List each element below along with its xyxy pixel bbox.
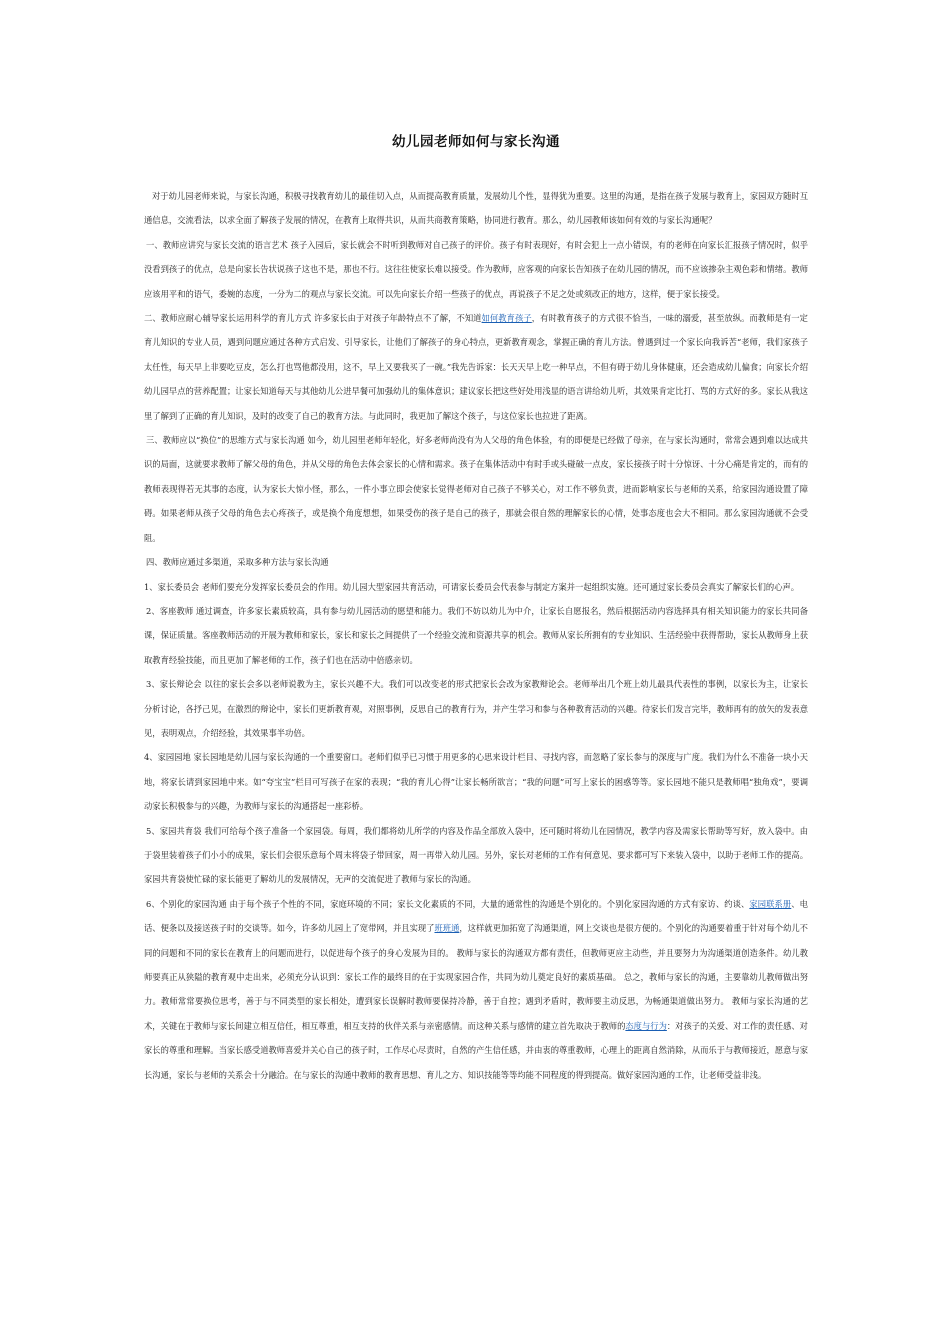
list-item-2: 2、客座教师 通过调查，许多家长素质较高，具有参与幼儿园活动的愿望和能力。我们不妨以幼儿为中介，让家长自愿报名，然后根据活动内容选择具有相关知识能力的家长共同备课，保证质量。客座教师活动的开展为教师和家长，家长和家长之间提供了一个经验交流和资源共享的机会。教师从家长所拥有的专业知识、生活经验中获得帮助，家长从教师身上获取教育经验技能，而且更加了解老师的工作，孩子们也在活动中倍感亲切。 [144,605,808,665]
section-1-paragraph: 一、教师应讲究与家长交流的语言艺术 孩子入园后，家长就会不时听到教师对自己孩子的评价。孩子有时表现好，有时会犯上一点小错误，有的老师在向家长汇报孩子情况时，似乎没看到孩子的优点，总是向家长告状说孩子这也不是，那也不行。这往往使家长难以接受。作为教师，应客观的向家长告知孩子在幼儿园的情况，而不应该掺杂主观色彩和情绪。教师应该用平和的语气，委婉的态度，一分为二的观点与家长交流。可以先向家长介绍一些孩子的优点，再说孩子不足之处或须改正的地方，这样，便于家长接受。 [144,239,808,299]
intro-paragraph: 对于幼儿园老师来说，与家长沟通，积极寻找教育幼儿的最佳切入点，从而提高教育质量，发展幼儿个性，显得犹为重要。这里的沟通，是指在孩子发展与教育上，家园双方随时互通信息，交流看法，以求全面了解孩子发展的情况，在教育上取得共识，从而共商教育策略，协同进行教育。那么，幼儿园教师该如何有效的与家长沟通呢？ [144,191,808,226]
section-2-text-before: 二、教师应耐心辅导家长运用科学的育儿方式 许多家长由于对孩子年龄特点不了解，不知道 [144,313,482,324]
list-item-6-text-4: ：对孩子的关爱、对工作的责任感、对家长的尊重和理解。当家长感受道教师喜爱并关心自己的孩子时，工作尽心尽责时，自然的产生信任感，并由衷的尊重教师，心理上的距离自然消除，从而乐于与教师接近，愿意与家长沟通，家长与老师的关系会十分融洽。在与家长的沟通中教师的教育思想、育儿之方、知识技能等等均能不同程度的得到提高。做好家园沟通的工作，让老师受益非浅。 [144,1020,808,1080]
list-item-1: 1、家长委员会 老师们要充分发挥家长委员会的作用。幼儿园大型家园共育活动，可请家长委员会代表参与制定方案并一起组织实施。还可通过家长委员会真实了解家长们的心声。 [144,581,800,592]
section-3-paragraph: 三、教师应以“换位”的思维方式与家长沟通 如今，幼儿园里老师年轻化，好多老师尚没有为人父母的角色体验，有的即便是已经做了母亲，在与家长沟通时，常常会遇到难以达成共识的局面，这就要求教师了解父母的角色，并从父母的角色去体会家长的心情和需求。孩子在集体活动中有时手或头碰破一点皮，家长接孩子时十分惊讶、十分心痛是肯定的，而有的教师表现得若无其事的态度，认为家长大惊小怪，那么，一件小事立即会使家长觉得老师对自己孩子不够关心，对工作不够负责，进而影响家长与老师的关系，给家园沟通设置了障碍。如果老师从孩子父母的角色去心疼孩子，或是换个角度想想，如果受伤的孩子是自己的孩子，那就会很自然的理解家长的心情，处事态度也会大不相同。那么家园沟通就不会受阻。 [144,435,808,543]
list-item-5: 5、家园共育袋 我们可给每个孩子准备一个家园袋。每周，我们都将幼儿所学的内容及作品全部放入袋中，还可随时将幼儿在园情况，教学内容及需家长帮助等写好，放入袋中。由于袋里装着孩子们小小的成果，家长们会很乐意每个周末将袋子带回家，周一再带入幼儿园。另外，家长对老师的工作有何意见、要求都可写下来装入袋中，以助于老师工作的提高。家园共育袋使忙碌的家长能更了解幼儿的发展情况，无声的交流促进了教师与家长的沟通。 [144,825,808,885]
section-4-heading: 四、教师应通过多渠道，采取多种方法与家长沟通 [146,557,329,568]
list-item-6-text-2: 、电话、便条以及接送孩子时的交谈等。如今，许多幼儿园上了宽带网，并且实现了 [144,898,808,934]
section-2-text-after: ，有时教育孩子的方式很不恰当，一味的溺爱，甚至放纵。而教师是有一定育儿知识的专业人员，遇到问题应通过各种方式启发、引导家长，让他们了解孩子的身心特点，更新教育观念，掌握正确的育儿方法。曾遇到过一个家长向我诉苦“老师，我们家孩子太任性，每天早上非要吃豆皮，怎么打也骂他都没用，这不，早上又要我买了一碗。”我先告诉家：长天天早上吃一种早点，不但有碍于幼儿身体健康，还会造成幼儿偏食；向家长介绍幼儿园早点的营养配置；让家长知道每天与其他幼儿公进早餐可加强幼儿的集体意识；建议家长把这些好处用浅显的语言讲给幼儿听，其效果肯定比打、骂的方式好的多。家长从我这里了解到了正确的育儿知识，及时的改变了自己的教育方法。与此同时，我更加了解这个孩子，与这位家长也拉进了距离。 [144,313,808,421]
list-item-6 [144,892,808,1087]
class-connect-link[interactable]: 班班通 [434,923,460,934]
document-title: 幼儿园老师如何与家长沟通 [392,134,560,150]
how-to-educate-link[interactable]: 如何教育孩子 [481,313,532,324]
list-item-4: 4、家园园地 家长园地是幼儿园与家长沟通的一个重要窗口。老师们似乎已习惯于用更多的心思来设计栏目、寻找内容，而忽略了家长参与的深度与广度。我们为什么不准备一块小天地，将家长请到家园地中来。如“夸宝宝”栏目可写孩子在家的表现；“我的育儿心得”让家长畅所欲言；“我的问题”可写上家长的困惑等等。家长园地不能只是教师唱“独角戏”，要调动家长积极参与的兴趣，为教师与家长的沟通搭起一座彩桥。 [144,752,808,812]
attitude-and-behavior-link[interactable]: 态度与行为 [625,1020,667,1031]
list-item-6-text-1: 6、个别化的家园沟通 由于每个孩子个性的不同，家庭环境的不同；家长文化素质的不同，大量的通常性的沟通是个别化的。个别化家园沟通的方式有家访、约谈、 [146,898,750,909]
list-item-6-text-3: ，这样就更加拓宽了沟通渠道，网上交谈也是很方便的。个别化的沟通要着重于针对每个幼儿不同的问题和不同的家长在教育上的问题而进行，以促进每个孩子的身心发展为目的。 教师与家长的沟通双方都有责任，但教师更应主动些，并且要努力为沟通渠道创造条件。幼儿教师要真正从狭隘的教育观中走出来，必须充分认识到：家长工作的最终目的在于实现家园合作，共同为幼儿奠定良好的素质基础。 总之，教师与家长的沟通，主要靠幼儿教师做出努力。教师常常要换位思考，善于与不同类型的家长相处，遭到家长误解时教师要保持冷静，善于自控；遇到矛盾时，教师要主动反思，为畅通渠道做出努力。 教师与家长沟通的艺术，关键在于教师与家长间建立相互信任，相互尊重，相互支持的伙伴关系与亲密感情。而这种关系与感情的建立首先取决于教师的 [144,923,808,1031]
section-2-paragraph [144,306,808,428]
home-school-contact-book-link[interactable]: 家园联系册 [749,898,792,909]
document-page [144,130,808,1087]
list-item-3: 3、家长辩论会 以往的家长会多以老师说教为主，家长兴趣不大。我们可以改变老的形式把家长会改为家教辩论会。老师举出几个班上幼儿最具代表性的事例，以家长为主，让家长分析讨论，各抒己见，在激烈的辩论中，家长们更新教育观，对照事例，反思自己的教育行为，并产生学习和参与各种教育活动的兴趣。待家长们发言完毕，教师再有的放矢的发表意见，表明观点，介绍经验，其效果事半功倍。 [144,679,808,738]
